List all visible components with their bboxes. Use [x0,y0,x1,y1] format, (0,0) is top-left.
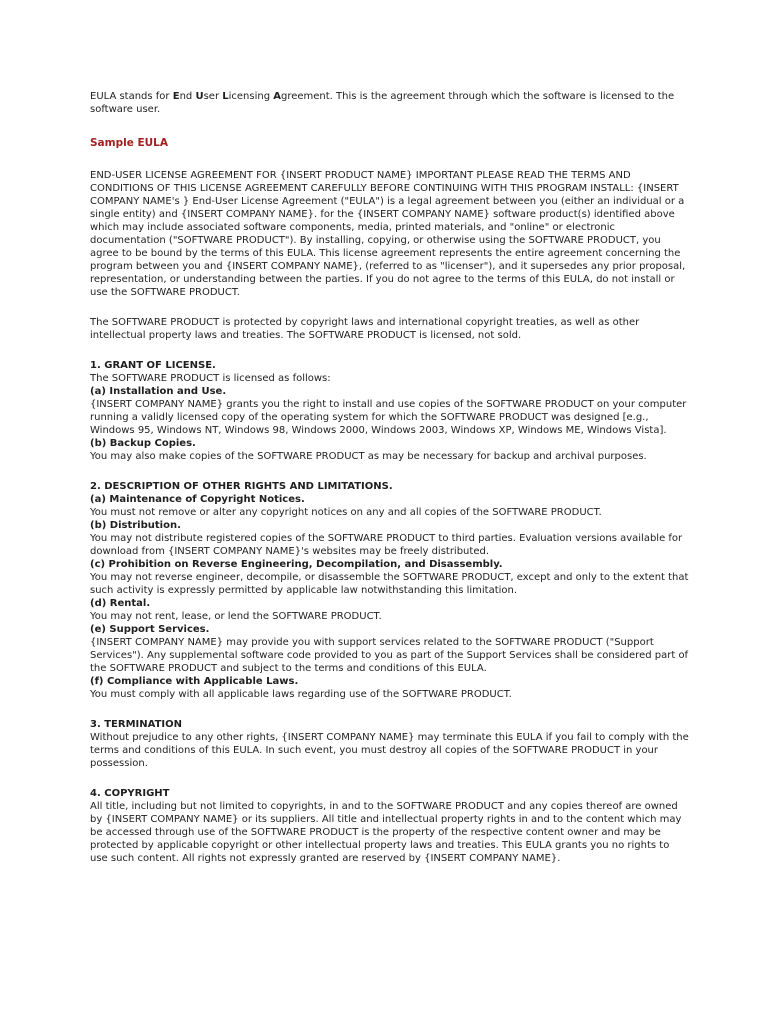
sample-eula-title: Sample EULA [90,137,168,149]
subsection-heading: (e) Support Services. [90,624,210,635]
section-termination [90,718,690,770]
subsection-text: You may not reverse engineer, decompile, or disassemble the SOFTWARE PRODUCT, except and only to the extent that such activity is expressly permitted by applicable law notwithstanding this limitation. [90,572,689,596]
intro-text: EULA stands for [90,91,173,102]
intro-text: nd [179,91,196,102]
section-heading: 1. GRANT OF LICENSE. [90,360,216,371]
subsection-text: You must not remove or alter any copyright notices on any and all copies of the SOFTWARE PRODUCT. [90,507,602,518]
subsection-heading: (a) Installation and Use. [90,386,227,397]
section-heading: 4. COPYRIGHT [90,788,170,799]
intro-text: ser [203,91,223,102]
preamble-paragraph: END-USER LICENSE AGREEMENT FOR {INSERT PRODUCT NAME} IMPORTANT PLEASE READ THE TERMS AND CONDITIONS OF THIS LICENSE AGREEMENT CAREFULLY BEFORE CONTINUING WITH THIS PROGRAM INSTALL: {INSERT COMPANY NAME's } End-User License Agreement ("EULA") is a legal agreement between you (either an individual or a single entity) and {INSERT COMPANY NAME}. for the {INSERT COMPANY NAME} software product(s) identified above which may include associated software components, media, printed materials, and "online" or electronic documentation ("SOFTWARE PRODUCT"). By installing, copying, or otherwise using the SOFTWARE PRODUCT, you agree to be bound by the terms of this EULA. This license agreement represents the entire agreement concerning the program between you and {INSERT COMPANY NAME}, (referred to as "licenser"), and it supersedes any prior proposal, representation, or understanding between the parties. If you do not agree to the terms of this EULA, do not install or use the SOFTWARE PRODUCT. [90,170,686,298]
subsection-heading: (a) Maintenance of Copyright Notices. [90,494,305,505]
section-grant-of-license [90,359,690,463]
intro-letter-e: E [172,91,180,102]
subsection-heading: (b) Backup Copies. [90,438,196,449]
intro-text: greement. This is the agreement through which the software is licensed to the software user. [90,91,675,115]
subsection-heading: (c) Prohibition on Reverse Engineering, Decompilation, and Disassembly. [90,559,503,570]
intro-paragraph [90,90,690,116]
section-text: The SOFTWARE PRODUCT is licensed as follows: [90,373,331,384]
intro-letter-a: A [273,91,281,102]
intro-text: icensing [228,91,274,102]
section-copyright [90,787,690,865]
subsection-text: You may not distribute registered copies of the SOFTWARE PRODUCT to third parties. Evaluation versions available for download from {INSERT COMPANY NAME}'s websites may be freely distributed. [90,533,683,557]
subsection-text: You may not rent, lease, or lend the SOFTWARE PRODUCT. [90,611,382,622]
document-page [90,90,690,882]
protection-paragraph: The SOFTWARE PRODUCT is protected by copyright laws and international copyright treaties, as well as other intellectual property laws and treaties. The SOFTWARE PRODUCT is licensed, not sold. [90,317,640,341]
section-other-rights [90,480,690,701]
subsection-heading: (f) Compliance with Applicable Laws. [90,676,299,687]
section-heading: 2. DESCRIPTION OF OTHER RIGHTS AND LIMITATIONS. [90,481,393,492]
intro-letter-u: U [195,91,204,102]
section-heading: 3. TERMINATION [90,719,183,730]
subsection-text: You may also make copies of the SOFTWARE PRODUCT as may be necessary for backup and archival purposes. [90,451,647,462]
subsection-text: You must comply with all applicable laws regarding use of the SOFTWARE PRODUCT. [90,689,512,700]
subsection-text: {INSERT COMPANY NAME} may provide you with support services related to the SOFTWARE PRODUCT ("Support Services"). Any supplemental software code provided to you as part of the Support Services shall be considered part of the SOFTWARE PRODUCT and subject to the terms and conditions of this EULA. [90,637,689,674]
intro-letter-l: L [222,91,229,102]
section-text: Without prejudice to any other rights, {INSERT COMPANY NAME} may terminate this EULA if you fail to comply with the terms and conditions of this EULA. In such event, you must destroy all copies of the SOFTWARE PRODUCT in your possession. [90,732,689,769]
subsection-text: {INSERT COMPANY NAME} grants you the right to install and use copies of the SOFTWARE PRODUCT on your computer running a validly licensed copy of the operating system for which the SOFTWARE PRODUCT was designed [e.g., Windows 95, Windows NT, Windows 98, Windows 2000, Windows 2003, Windows XP, Windows ME, Windows Vista]. [90,399,687,436]
subsection-heading: (b) Distribution. [90,520,181,531]
section-text: All title, including but not limited to copyrights, in and to the SOFTWARE PRODUCT and any copies thereof are owned by {INSERT COMPANY NAME} or its suppliers. All title and intellectual property rights in and to the content which may be accessed through use of the SOFTWARE PRODUCT is the property of the respective content owner and may be protected by applicable copyright or other intellectual property laws and treaties. This EULA grants you no rights to use such content. All rights not expressly granted are reserved by {INSERT COMPANY NAME}. [90,801,682,864]
subsection-heading: (d) Rental. [90,598,151,609]
